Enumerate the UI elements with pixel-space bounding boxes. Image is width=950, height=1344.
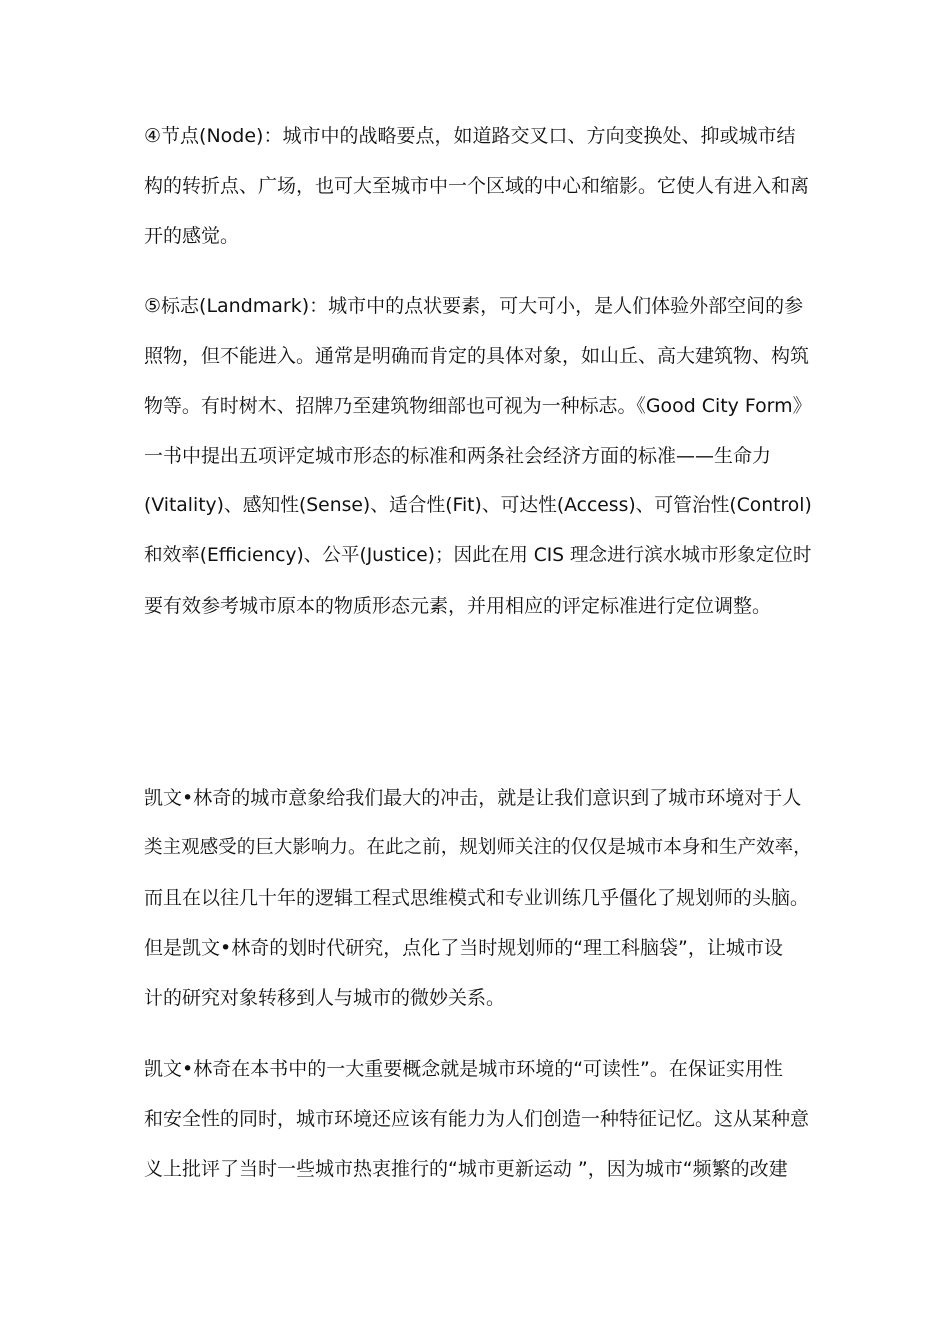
text-line: 类主观感受的巨大影响力。在此之前，规划师关注的仅仅是城市本身和生产效率， (144, 837, 812, 858)
text-line: 义上批评了当时一些城市热衷推行的“城市更新运动 ”，因为城市“频繁的改建 (144, 1158, 788, 1180)
text-line: 开的感觉。 (144, 225, 240, 247)
text-line: 和效率(Efficiency)、公平(Justice)；因此在用 CIS 理念进行滨水城市形象定位时 (144, 545, 812, 566)
text-line: 凯文•林奇的城市意象给我们最大的冲击，就是让我们意识到了城市环境对于人 (144, 787, 802, 809)
text-line: 物等。有时树木、招牌乃至建筑物细部也可视为一种标志。《Good City Form》 (144, 395, 812, 417)
text-line: 而且在以往几十年的逻辑工程式思维模式和专业训练几乎僵化了规划师的头脑。 (144, 887, 810, 909)
text-line: 要有效参考城市原本的物质形态元素，并用相应的评定标准进行定位调整。 (144, 595, 772, 617)
text-line: 一书中提出五项评定城市形态的标准和两条社会经济方面的标准——生命力 (144, 445, 772, 467)
text-line: 和安全性的同时，城市环境还应该有能力为人们创造一种特征记忆。这从某种意 (144, 1108, 810, 1130)
text-line: 照物，但不能进入。通常是明确而肯定的具体对象，如山丘、高大建筑物、构筑 (144, 345, 810, 367)
text-line: 构的转折点、广场，也可大至城市中一个区域的中心和缩影。它使人有进入和离 (144, 175, 810, 197)
text-line: (Vitality)、感知性(Sense)、适合性(Fit)、可达性(Access)、可管治性(Control) (144, 495, 812, 516)
text-line: 但是凯文•林奇的划时代研究，点化了当时规划师的“理工科脑袋”，让城市设 (144, 937, 783, 959)
text-line: ⑤标志(Landmark)：城市中的点状要素，可大可小，是人们体验外部空间的参 (144, 295, 804, 317)
text-line: ④节点(Node)：城市中的战略要点，如道路交叉口、方向变换处、抑或城市结 (144, 125, 796, 147)
text-line: 计的研究对象转移到人与城市的微妙关系。 (144, 987, 506, 1009)
text-line: 凯文•林奇在本书中的一大重要概念就是城市环境的“可读性”。在保证实用性 (144, 1058, 783, 1080)
